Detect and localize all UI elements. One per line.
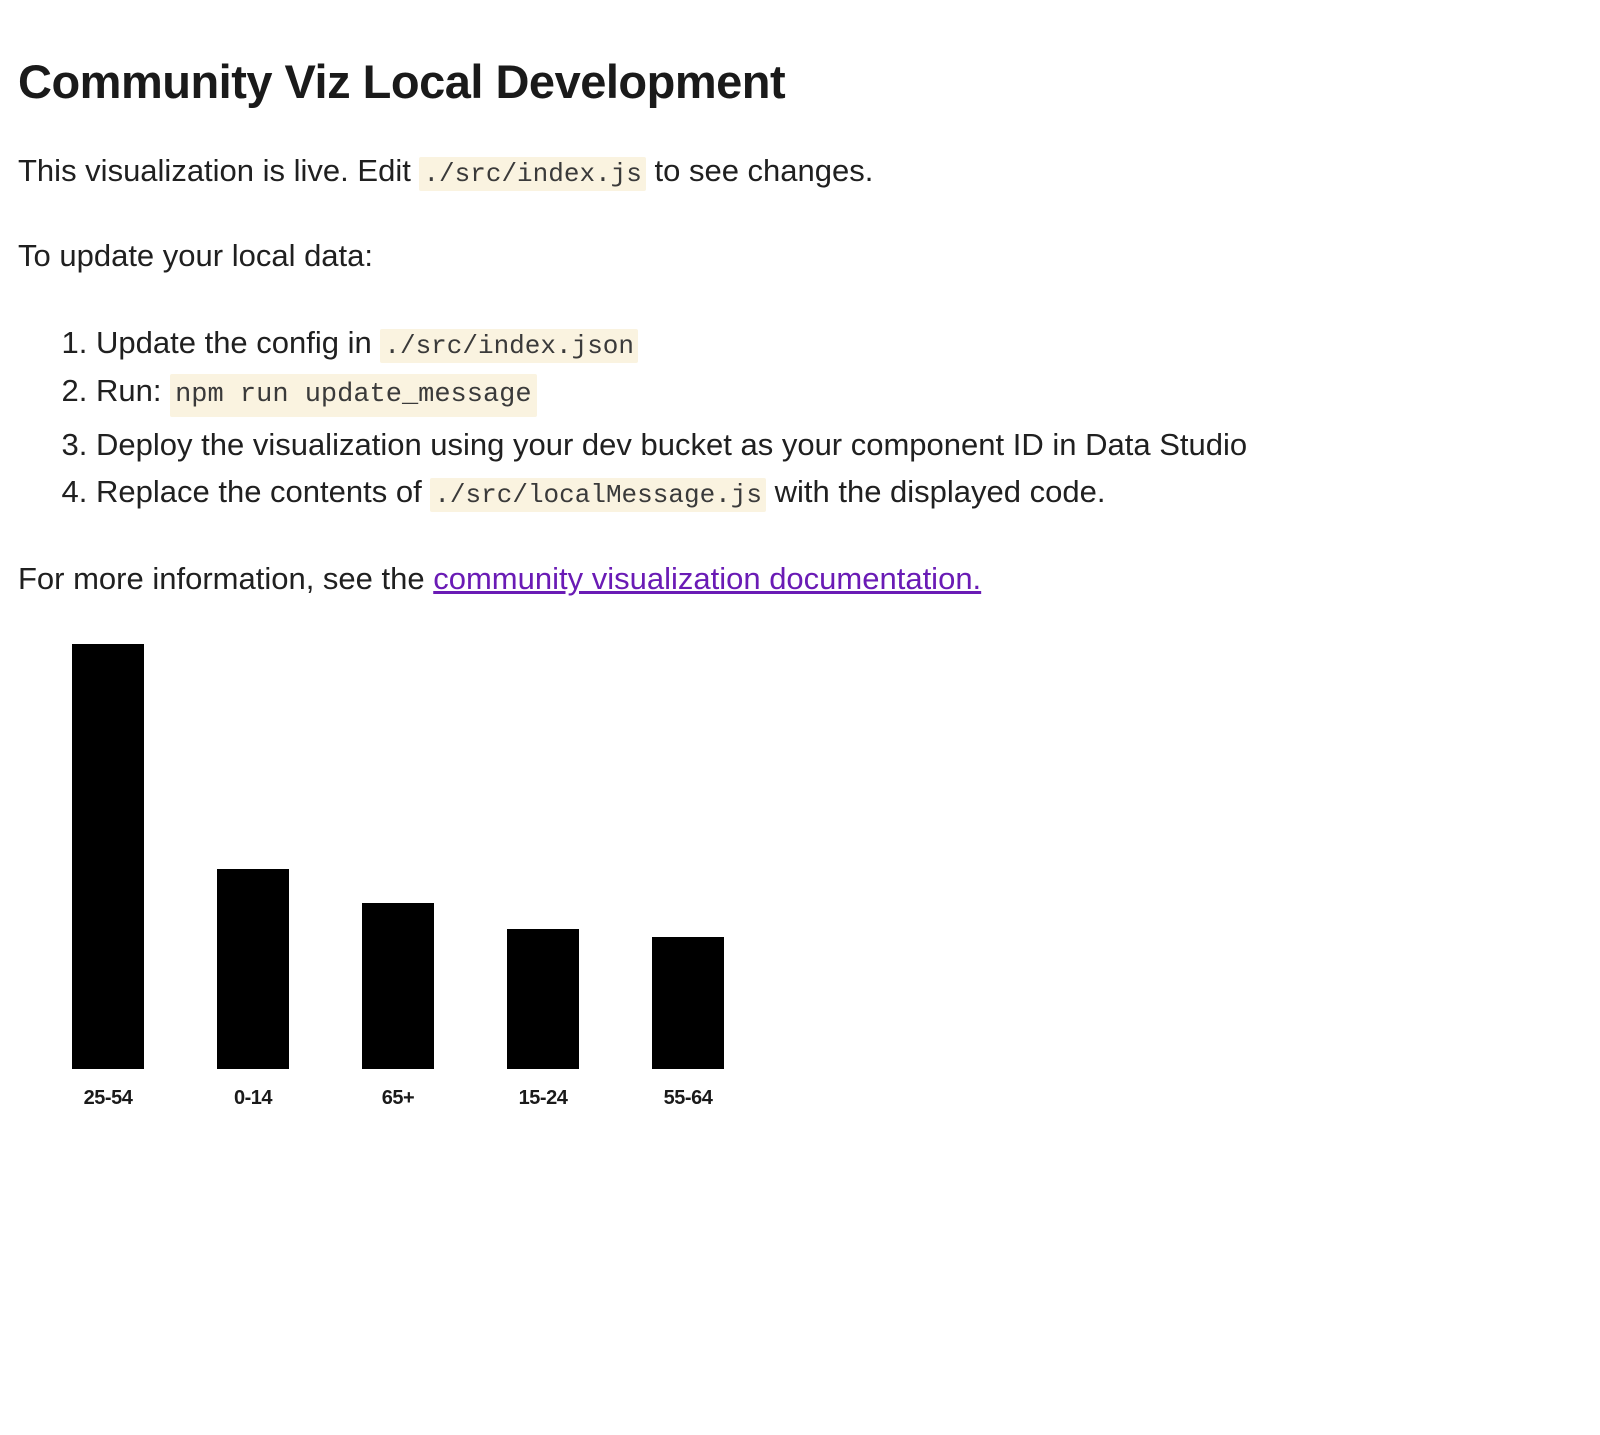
chart-container bbox=[18, 644, 1580, 1124]
local-message-js-code: ./src/localMessage.js bbox=[430, 478, 766, 512]
step-2-text: Run: bbox=[96, 372, 162, 408]
update-data-heading: To update your local data: bbox=[18, 237, 374, 273]
list-item bbox=[96, 321, 1580, 366]
bar-label: 15-24 bbox=[518, 1086, 568, 1109]
list-item bbox=[96, 423, 1580, 468]
bar-label: 55-64 bbox=[663, 1086, 713, 1109]
page-title: Community Viz Local Development bbox=[18, 55, 786, 108]
steps-list bbox=[18, 321, 1580, 515]
bar bbox=[652, 937, 724, 1069]
bar-label: 25-54 bbox=[83, 1086, 133, 1109]
step-4-text-before: Replace the contents of bbox=[96, 473, 431, 509]
bar-column bbox=[652, 937, 724, 1069]
bar-label: 65+ bbox=[381, 1086, 415, 1109]
step-1-text: Update the config in bbox=[96, 324, 381, 360]
bar bbox=[507, 929, 579, 1069]
step-3-text: Deploy the visualization using your dev bucket as your component ID in Data Studio bbox=[96, 426, 1248, 462]
intro-paragraph bbox=[18, 151, 1580, 192]
bar bbox=[217, 869, 289, 1069]
intro-text-after: to see changes. bbox=[645, 153, 874, 188]
bar-chart bbox=[56, 644, 776, 1124]
step-4-text-after: with the displayed code. bbox=[765, 473, 1106, 509]
bar bbox=[362, 903, 434, 1069]
intro-text-before: This visualization is live. Edit bbox=[18, 153, 420, 188]
bar bbox=[72, 644, 144, 1069]
community-visualization-documentation-link[interactable]: community visualization documentation. bbox=[433, 560, 982, 596]
bar-column bbox=[217, 869, 289, 1069]
list-item bbox=[96, 368, 1580, 421]
bar-column bbox=[507, 929, 579, 1069]
more-info-text: For more information, see the bbox=[18, 560, 434, 596]
npm-run-command-code: npm run update_message bbox=[170, 374, 536, 417]
chart-bars bbox=[56, 644, 776, 1069]
bar-column bbox=[72, 644, 144, 1069]
index-json-code: ./src/index.json bbox=[380, 329, 638, 363]
bar-label: 0-14 bbox=[233, 1086, 273, 1109]
more-info-paragraph bbox=[18, 559, 1580, 600]
bar-column bbox=[362, 903, 434, 1069]
list-item bbox=[96, 470, 1580, 515]
index-js-code: ./src/index.js bbox=[419, 157, 645, 191]
